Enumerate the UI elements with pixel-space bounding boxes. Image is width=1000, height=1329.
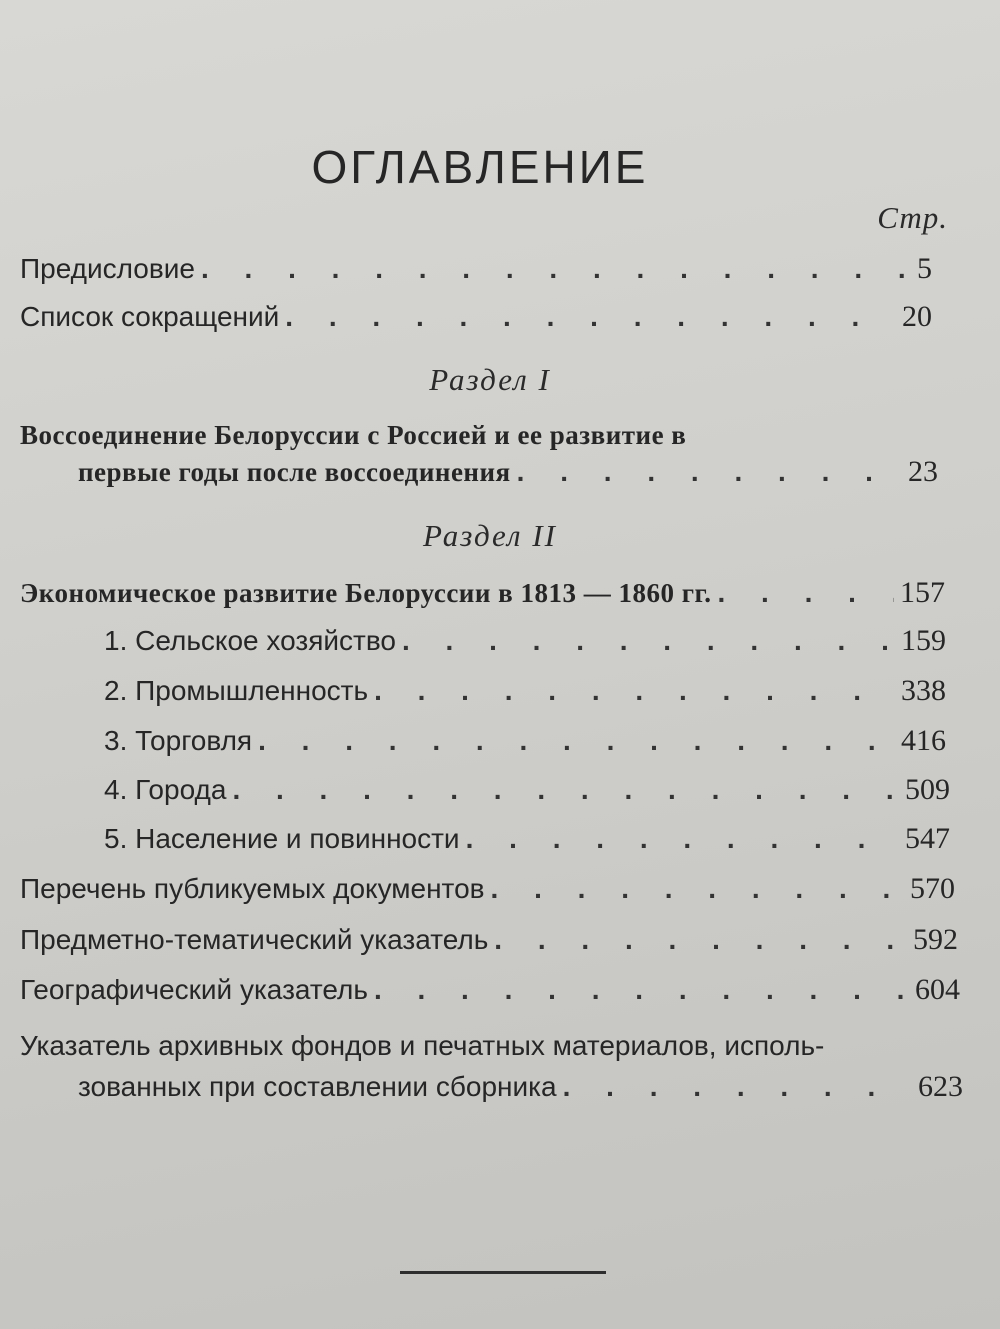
toc-entry-page: 547 — [905, 822, 950, 855]
toc-entry-documents-list — [20, 872, 955, 906]
dot-leader — [402, 625, 895, 657]
dot-leader — [466, 823, 899, 855]
toc-entry-page: 623 — [918, 1070, 963, 1103]
section-heading-2: Раздел II — [423, 518, 557, 553]
dot-leader — [491, 873, 904, 905]
dot-leader — [494, 924, 907, 956]
dot-leader — [717, 577, 894, 609]
toc-entry-subject-index — [20, 923, 958, 957]
dot-leader — [232, 774, 899, 806]
toc-entry-page: 23 — [908, 455, 938, 488]
toc-entry-page: 509 — [905, 773, 950, 806]
section2-title — [20, 576, 945, 610]
toc-entry-label: зованных при составлении сборника — [78, 1071, 557, 1102]
toc-entry-page: 20 — [902, 300, 932, 333]
toc-entry-abbreviations — [20, 300, 932, 334]
toc-entry-page: 338 — [901, 674, 946, 707]
toc-entry-geographic-index — [20, 973, 960, 1007]
dot-leader — [374, 974, 909, 1006]
chapter-entry — [104, 822, 950, 856]
section1-title-line1: Воссоединение Белоруссии с Россией и ее развитие в — [20, 420, 687, 450]
dot-leader — [517, 456, 902, 488]
chapter-entry — [104, 773, 950, 807]
toc-entry-label: Предисловие — [20, 253, 195, 284]
toc-entry-label: Экономическое развитие Белоруссии в 1813 — 1860 гг. — [20, 578, 712, 608]
toc-entry-page: 5 — [917, 252, 932, 285]
toc-entry-label: 3. Торговля — [104, 725, 253, 756]
toc-entry-page: 159 — [901, 624, 946, 657]
toc-entry-label: первые годы после воссоединения — [78, 457, 511, 487]
last-entry-line1: Указатель архивных фондов и печатных материалов, исполь- — [20, 1030, 825, 1061]
toc-entry-label: 4. Города — [104, 774, 227, 805]
chapter-entry — [104, 624, 946, 658]
toc-entry-label: Географический указатель — [20, 974, 368, 1005]
closing-rule — [400, 1271, 606, 1274]
dot-leader — [258, 725, 895, 757]
dot-leader — [201, 253, 911, 285]
chapter-entry — [104, 724, 946, 758]
dot-leader — [563, 1071, 912, 1103]
chapter-entry — [104, 674, 946, 708]
toc-entry-page: 157 — [900, 576, 945, 609]
toc-entry-label: Список сокращений — [20, 301, 280, 332]
toc-entry-label: Предметно-тематический указатель — [20, 924, 489, 955]
page-column-header: Стр. — [877, 200, 948, 235]
toc-entry-page: 604 — [915, 973, 960, 1006]
toc-entry-label: 1. Сельское хозяйство — [104, 625, 396, 656]
toc-entry-preface — [20, 252, 932, 286]
dot-leader — [374, 675, 895, 707]
section-heading-1: Раздел I — [429, 362, 551, 397]
last-entry-line2 — [78, 1070, 963, 1104]
section1-title-line2 — [78, 455, 938, 489]
toc-entry-page: 570 — [910, 872, 955, 905]
toc-entry-page: 592 — [913, 923, 958, 956]
toc-entry-label: Перечень публикуемых документов — [20, 873, 485, 904]
page-title: ОГЛАВЛЕНИЕ — [311, 141, 649, 193]
toc-entry-page: 416 — [901, 724, 946, 757]
toc-entry-label: 5. Население и повинности — [104, 823, 460, 854]
dot-leader — [285, 301, 896, 333]
toc-entry-label: 2. Промышленность — [104, 675, 369, 706]
